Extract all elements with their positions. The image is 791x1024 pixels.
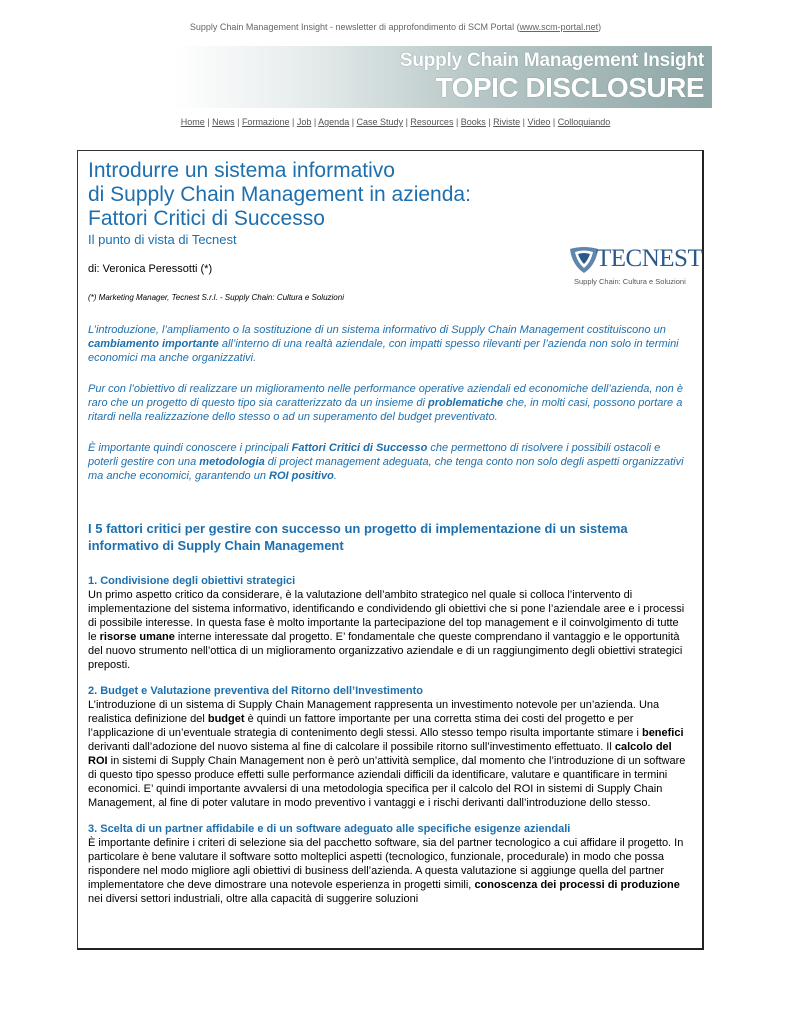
nav-sep: | (289, 117, 297, 127)
newsletter-tagline (0, 22, 791, 32)
title-line-3: Fattori Critici di Successo (88, 207, 325, 230)
intro3-emphasis-3: ROI positivo (269, 470, 334, 482)
tagline-end: ) (598, 22, 602, 32)
intro-paragraph-2 (88, 382, 688, 424)
top-nav (0, 117, 791, 127)
header-banner (172, 46, 712, 108)
nav-riviste[interactable]: Riviste (493, 117, 521, 127)
nav-news[interactable]: News (212, 117, 235, 127)
intro2-text-a: Pur con l’obiettivo di realizzare un miglioramento nelle performance operative aziendali ed economiche dell’azienda, non è raro che un progetto di questo tipo sia caratterizzato da un insieme di (88, 383, 683, 409)
intro1-text-a: L’introduzione, l’ampliamento o la sostituzione di un sistema informativo di Supply Chain Management costituiscono un (88, 324, 666, 336)
section-1-heading: 1. Condivisione degli obiettivi strategici (88, 575, 296, 587)
section-heading: I 5 fattori critici per gestire con successo un progetto di implementazione di un sistema informativo di Supply Chain Management (88, 521, 628, 553)
intro-paragraph-1 (88, 323, 688, 365)
banner-subtitle: TOPIC DISCLOSURE (435, 72, 704, 103)
section-2-text-g: in sistemi di Supply Chain Management non è però un’attività semplice, dal momento che l’introduzione di un software di questo tipo spesso produce effetti sulle performance aziendali difficili da identificare, valutare e quantificare in termini economici. E’ quindi importante avvalersi di una metodologia specifica per il calcolo del ROI in sistemi di Supply Chain Management, al fine di poter valutare in modo preventivo i vantaggi e i rischi derivanti dall’introduzione dello stesso. (88, 755, 686, 809)
nav-sep: | (349, 117, 357, 127)
nav-colloquiando[interactable]: Colloquiando (557, 117, 611, 127)
nav-resources[interactable]: Resources (410, 117, 454, 127)
intro3-emphasis-2: metodologia (199, 456, 265, 468)
logo-wordmark: TECNEST (596, 245, 703, 272)
nav-sep: | (234, 117, 242, 127)
section-2-text-c: è quindi un fattore importante per una corretta stima dei costi del progetto e per l’applicazione di un’eventuale strategia di contenimento degli stessi. Allo stesso tempo risulta importante stimare i (88, 713, 642, 739)
article-title (88, 159, 688, 231)
intro1-emphasis: cambiamento importante (88, 338, 219, 350)
section-2-emphasis-1: budget (207, 713, 245, 725)
nav-sep: | (311, 117, 319, 127)
nav-formazione[interactable]: Formazione (241, 117, 290, 127)
nav-video[interactable]: Video (527, 117, 551, 127)
section-2-heading: 2. Budget e Valutazione preventiva del Ritorno dell’Investimento (88, 685, 423, 697)
section-1 (88, 575, 688, 672)
intro3-text-c: che permettono di risolvere i possibili ostacoli e poterli gestire con una (88, 442, 661, 468)
section-2-emphasis-3: calcolo del ROI (88, 741, 672, 767)
intro-paragraph-3 (88, 441, 688, 483)
article-author: di: Veronica Peressotti (*) (88, 263, 213, 275)
article-subtitle: Il punto di vista di Tecnest (88, 232, 237, 247)
section-3-text-a: È importante definire i criteri di selezione sia del pacchetto software, sia del partner tecnologico a cui affidare il progetto. In particolare è bene valutare il software sotto molteplici aspetti (tecnologico, funzionale, procedurale) in modo che possa rispondere nel modo migliore agli obiettivi di business dell’azienda. A questa valutazione si aggiunge quella del partner implementatore che deve dimostrare una notevole esperienza in progetti simili, (88, 837, 684, 891)
nav-sep: | (204, 117, 213, 127)
article-frame (77, 150, 704, 950)
section-3 (88, 823, 688, 906)
section-1-emphasis: risorse umane (99, 631, 175, 643)
title-line-2: di Supply Chain Management in azienda: (88, 183, 471, 206)
banner-title: Supply Chain Management Insight (399, 50, 704, 71)
nav-sep: | (550, 117, 558, 127)
intro1-text-c: all’interno di una realtà aziendale, con impatti spesso rilevanti per l’azienda non solo in termini economici ma anche organizzativi. (88, 338, 679, 364)
scm-portal-link[interactable]: www.scm-portal.net (519, 22, 599, 32)
section-3-text-c: nei diversi settori industriali, oltre alla capacità di suggerire soluzioni (88, 893, 419, 905)
nav-books[interactable]: Books (460, 117, 486, 127)
intro2-emphasis: problematiche (427, 397, 504, 409)
author-note: (*) Marketing Manager, Tecnest S.r.l. - Supply Chain: Cultura e Soluzioni (88, 293, 344, 302)
intro3-text-g: . (333, 470, 337, 482)
nav-case-study[interactable]: Case Study (356, 117, 404, 127)
title-line-1: Introdurre un sistema informativo (88, 159, 395, 182)
tagline-text: Supply Chain Management Insight - newsletter di approfondimento di SCM Portal ( (189, 22, 520, 32)
section-2-emphasis-2: benefici (641, 727, 684, 739)
section-2 (88, 685, 688, 810)
section-3-heading: 3. Scelta di un partner affidabile e di un software adeguato alle specifiche esigenze aziendali (88, 823, 571, 835)
intro2-text-c: che, in molti casi, possono portare a ritardi nella realizzazione dello stesso o ad un superamento del budget preventivato. (88, 397, 683, 423)
nav-sep: | (453, 117, 461, 127)
nav-agenda[interactable]: Agenda (318, 117, 350, 127)
nav-sep: | (403, 117, 411, 127)
tecnest-logo (568, 243, 703, 293)
nav-home[interactable]: Home (180, 117, 205, 127)
nav-job[interactable]: Job (296, 117, 312, 127)
article-body (88, 159, 703, 906)
logo-tagline: Supply Chain: Cultura e Soluzioni (574, 277, 686, 286)
section-1-text-c: interne interessate dal progetto. E’ fondamentale che queste comprendano il vantaggio e le opportunità del nuovo strumento nell’ottica di un miglioramento organizzativo aziendale e di un raggiungimento degli obiettivi strategici preposti. (88, 631, 683, 671)
section-2-text-e: derivanti dall’adozione del nuovo sistema al fine di calcolare il possibile ritorno sull’investimento effettuato. Il (88, 741, 615, 753)
nav-sep: | (520, 117, 528, 127)
intro3-text-a: È importante quindi conoscere i principali (88, 442, 292, 454)
nav-sep: | (485, 117, 494, 127)
section-1-text-a: Un primo aspetto critico da considerare, è la valutazione dell’ambito strategico nel quale si colloca l’intervento di implementazione del sistema informativo, identificando e condividendo gli obiettivi che si pone l’aziendale aree e i processi di possibile interesse. In questa fase è molto importante la partecipazione del top management e il coinvolgimento di tutte le (88, 589, 685, 643)
section-3-emphasis: conoscenza dei processi di produzione (474, 879, 680, 891)
section-2-text-a: L’introduzione di un sistema di Supply Chain Management rappresenta un investimento notevole per un’azienda. Una realistica definizione del (88, 699, 660, 725)
intro3-emphasis-1: Fattori Critici di Successo (291, 442, 428, 454)
intro3-text-e: di project management adeguata, che tenga conto non solo degli aspetti organizzativi ma anche economici, garantendo un (88, 456, 684, 482)
